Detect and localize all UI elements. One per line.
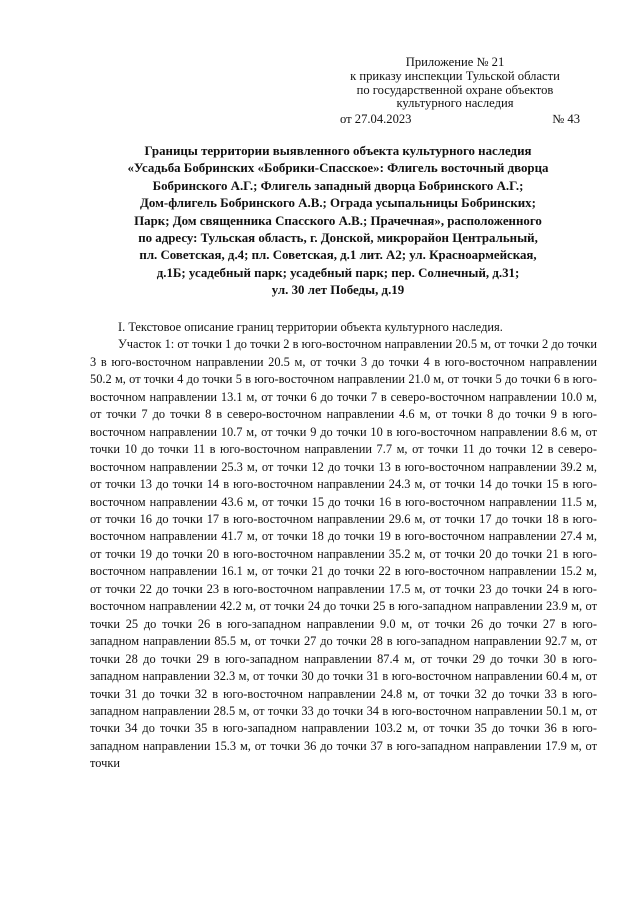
document-body <box>90 319 597 773</box>
title-line: Парк; Дом священника Спасского А.В.; Прачечная», расположенного <box>134 213 542 228</box>
title-line: «Усадьба Бобринских «Бобрики-Спасское»: Флигель восточный дворца <box>127 161 549 176</box>
title-line: по адресу: Тульская область, г. Донской, микрорайон Центральный, <box>138 231 538 246</box>
section-heading: I. Текстовое описание границ территории объекта культурного наследия. <box>118 320 503 334</box>
appendix-header <box>325 56 585 111</box>
title-line: Бобринского А.Г.; Флигель западный дворца Бобринского А.Г.; <box>152 178 524 193</box>
title-line: ул. 30 лет Победы, д.19 <box>271 283 405 298</box>
order-date: от 27.04.2023 <box>340 112 412 126</box>
appendix-authority: по государственной охране объектов <box>356 82 554 97</box>
title-line: пл. Советская, д.4; пл. Советская, д.1 лит. А2; ул. Красноармейская, <box>139 248 537 263</box>
boundary-description-paragraph: Участок 1: от точки 1 до точки 2 в юго-восточном направлении 20.5 м, от точки 2 до точки 3 в юго-восточном направлении 20.5 м, от точки 3 до точки 4 в юго-восточном направлении 50.2 м, от точки 4 до точки 5 в юго-восточном направлении 21.0 м, от точки 5 до точки 6 в юго-восточном направлении 13.1 м, от точки 6 до точки 7 в северо-восточном направлении 10.0 м, от точки 7 до точки 8 в северо-восточном направлении 4.6 м, от точки 8 до точки 9 в юго-восточном направлении 10.7 м, от точки 9 до точки 10 в юго-восточном направлении 8.6 м, от точки 10 до точки 11 в юго-восточном направлении 7.7 м, от точки 11 до точки 12 в северо-восточном направлении 25.3 м, от точки 12 до точки 13 в юго-восточном направлении 39.2 м, от точки 13 до точки 14 в юго-восточном направлении 24.3 м, от точки 14 до точки 15 в юго-восточном направлении 43.6 м, от точки 15 до точки 16 в юго-восточном направлении 11.5 м, от точки 16 до точки 17 в юго-восточном направлении 29.6 м, от точки 17 до точки 18 в юго-восточном направлении 41.7 м, от точки 18 до точки 19 в юго-восточном направлении 27.4 м, от точки 19 до точки 20 в юго-восточном направлении 35.2 м, от точки 20 до точки 21 в юго-восточном направлении 16.1 м, от точки 21 до точки 22 в юго-восточном направлении 15.2 м, от точки 22 до точки 23 в юго-восточном направлении 17.5 м, от точки 23 до точки 24 в юго-восточном направлении 42.2 м, от точки 24 до точки 25 в юго-западном направлении 23.9 м, от точки 25 до точки 26 в юго-западном направлении 9.0 м, от точки 26 до точки 27 в юго-западном направлении 85.5 м, от точки 27 до точки 28 в юго-западном направлении 92.7 м, от точки 28 до точки 29 в юго-западном направлении 87.4 м, от точки 29 до точки 30 в юго-западном направлении 32.3 м, от точки 30 до точки 31 в юго-восточном направлении 60.4 м, от точки 31 до точки 32 в юго-восточном направлении 24.8 м, от точки 32 до точки 33 в юго-западном направлении 28.5 м, от точки 33 до точки 34 в юго-восточном направлении 50.1 м, от точки 34 до точки 35 в юго-западном направлении 103.2 м, от точки 35 до точки 36 в юго-западном направлении 15.3 м, от точки 36 до точки 37 в юго-западном направлении 17.9 м, от точки <box>90 337 597 771</box>
title-line: Дом-флигель Бобринского А.В.; Ограда усыпальницы Бобринских; <box>140 196 536 211</box>
appendix-number: Приложение № 21 <box>405 55 505 69</box>
order-number: № 43 <box>552 112 580 126</box>
title-line: Границы территории выявленного объекта культурного наследия <box>144 144 532 158</box>
appendix-authority-cont: культурного наследия <box>396 96 514 111</box>
appendix-order-ref: к приказу инспекции Тульской области <box>350 68 560 83</box>
title-line: д.1Б; усадебный парк; усадебный парк; пер. Солнечный, д.31; <box>156 265 520 280</box>
document-title <box>78 143 598 300</box>
